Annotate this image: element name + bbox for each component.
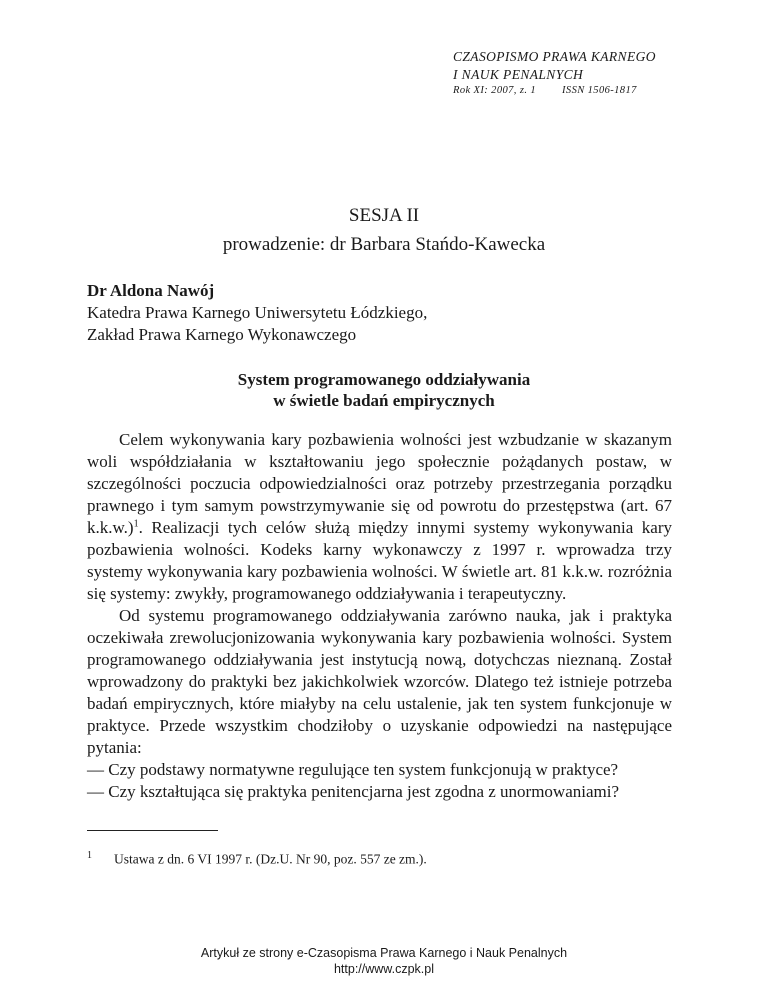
session-title: SESJA II bbox=[348, 205, 420, 226]
journal-meta bbox=[453, 84, 656, 98]
journal-title-line1: CZASOPISMO PRAWA KARNEGO bbox=[453, 49, 656, 64]
article-title-line1: System programowanego oddziaływania bbox=[237, 370, 531, 389]
author-block bbox=[87, 280, 427, 346]
paragraph-2: Od systemu programowanego oddziaływania zarówno nauka, jak i praktyka oczekiwała zrewolucjonizowania wykonywania kary pozbawienia wolności. System programowanego oddziaływania jest instytucją nową, dotychczas nieznaną. Został wprowadzony do praktyki bez jakichkolwiek wzorców. Dlatego też istnieje potrzeba badań empirycznych, które miałyby na celu ustalenie, jak ten system funkcjonuje w praktyce. Przede wszystkim chodziłoby o uzyskanie odpowiedzi na następujące pytania: bbox=[87, 606, 672, 757]
page-footer bbox=[0, 945, 768, 977]
journal-header bbox=[453, 48, 656, 98]
footer-link[interactable]: http://www.czpk.pl bbox=[333, 962, 435, 976]
author-affiliation-2: Zakład Prawa Karnego Wykonawczego bbox=[87, 325, 357, 344]
question-2: — Czy kształtująca się praktyka penitencjarna jest zgodna z unormowaniami? bbox=[87, 782, 619, 801]
journal-issn: ISSN 1506-1817 bbox=[562, 85, 637, 96]
paragraph-1-text-b: . Realizacji tych celów służą między innymi systemy wykonywania kary pozbawienia wolności. Kodeks karny wykonawczy z 1997 r. wprowadza trzy systemy wykonywania kary pozbawienia wolności. W świetle art. 81 k.k.w. rozróżnia się systemy: zwykły, programowanego oddziaływania i terapeutyczny. bbox=[87, 518, 672, 603]
journal-volume: Rok XI: 2007, z. 1 bbox=[453, 85, 537, 96]
journal-title-line2: I NAUK PENALNYCH bbox=[453, 67, 584, 82]
paragraph-1-text-a: Celem wykonywania kary pozbawienia wolności jest wzbudzanie w skazanym woli współdziałania w kształtowaniu jego społecznie pożądanych postaw, w szczególności poczucia odpowiedzialności oraz potrzeby przestrzegania porządku prawnego i tym samym powstrzymywanie się od powrotu do przestępstwa (art. 67 k.k.w.) bbox=[87, 430, 672, 537]
question-1: — Czy podstawy normatywne regulujące ten system funkcjonują w praktyce? bbox=[87, 760, 619, 779]
footnote bbox=[87, 847, 427, 869]
footnote-number: 1 bbox=[87, 850, 92, 861]
article-body bbox=[87, 429, 672, 803]
author-affiliation-1: Katedra Prawa Karnego Uniwersytetu Łódzkiego, bbox=[87, 303, 428, 322]
footnote-text: Ustawa z dn. 6 VI 1997 r. (Dz.U. Nr 90, poz. 557 ze zm.). bbox=[114, 851, 427, 867]
footnote-divider bbox=[87, 830, 218, 831]
footnote-reference: 1 bbox=[133, 518, 139, 530]
session-chair: prowadzenie: dr Barbara Stańdo-Kawecka bbox=[222, 234, 546, 255]
footer-source-text: Artykuł ze strony e-Czasopisma Prawa Karnego i Nauk Penalnych bbox=[200, 946, 568, 960]
article-title-line2: w świetle badań empirycznych bbox=[273, 391, 495, 410]
paragraph-1 bbox=[87, 429, 672, 605]
article-title bbox=[0, 369, 768, 411]
author-name: Dr Aldona Nawój bbox=[87, 281, 215, 300]
